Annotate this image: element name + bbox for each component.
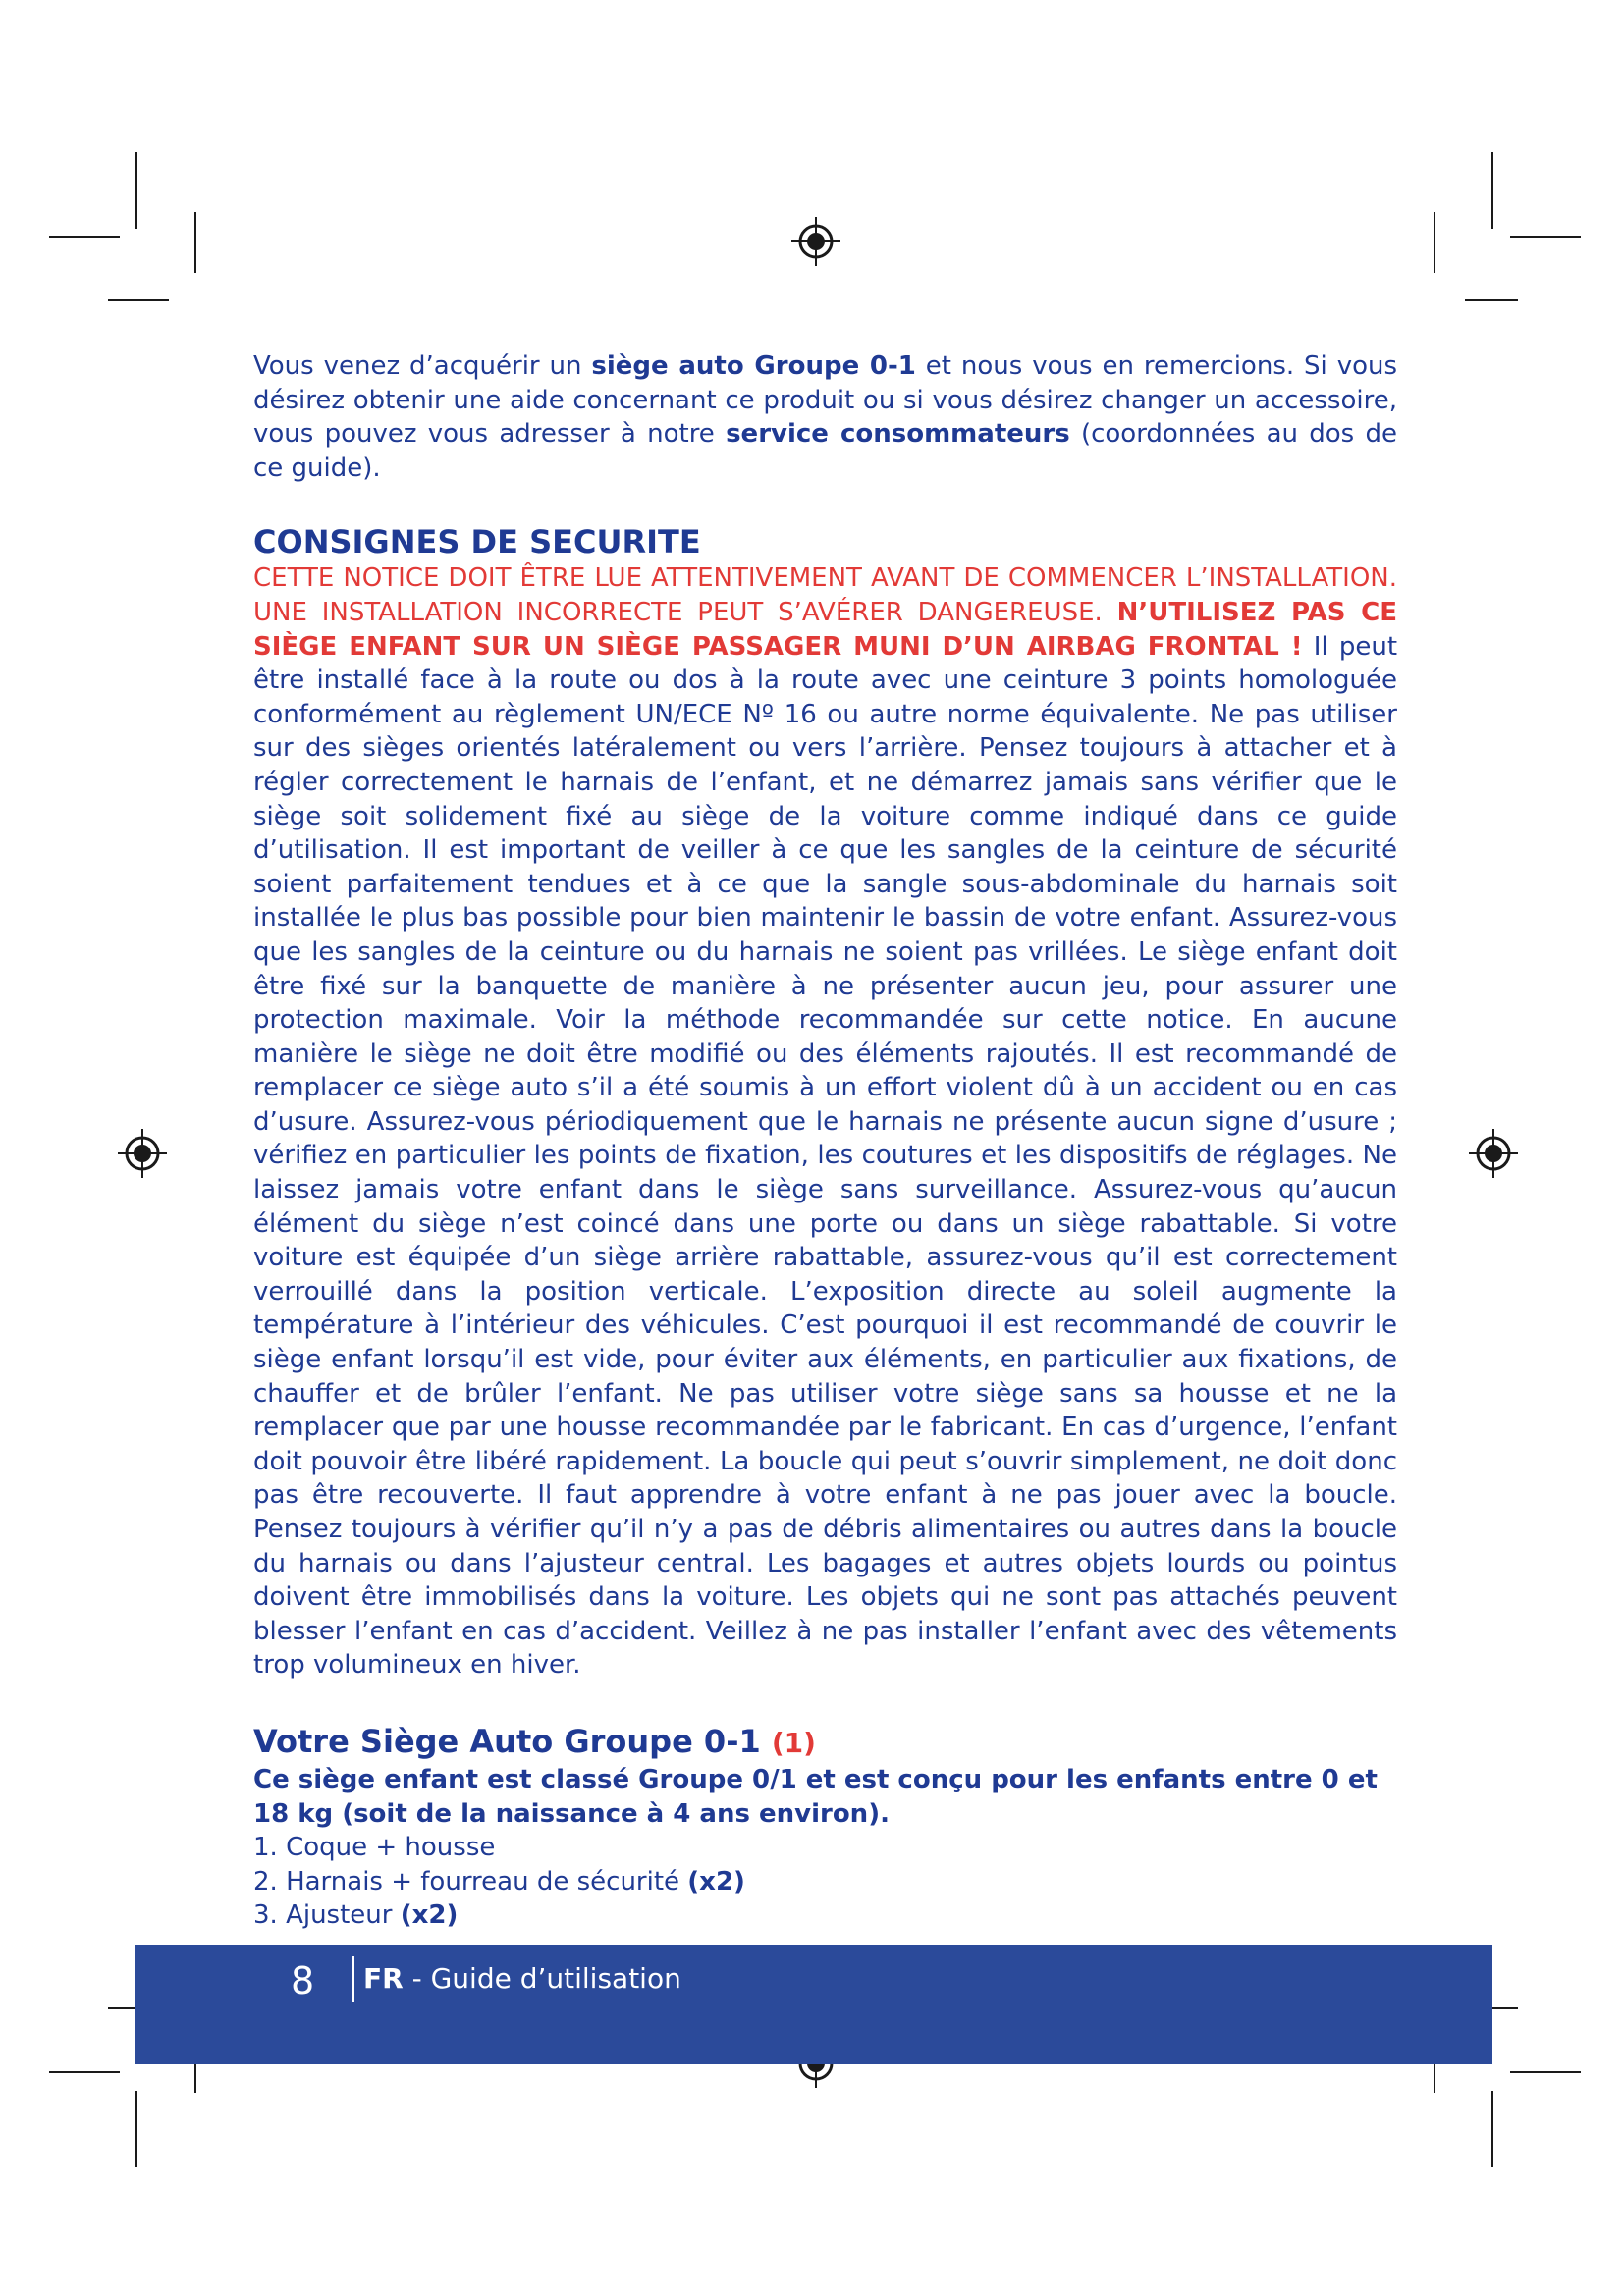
airbag-warning: N’UTILISEZ PAS CE SIÈGE ENFANT SUR UN SIÈGE PASSAGER MUNI D’UN AIRBAG FRONTAL ! <box>253 597 1397 662</box>
safety-heading: CONSIGNES DE SECURITE <box>253 523 701 561</box>
list-item: 1. Coque + housse <box>253 1833 496 1863</box>
page-number: 8 <box>291 1959 315 2002</box>
intro-paragraph: Vous venez d’acquérir un siège auto Groupe 0-1 et nous vous en remercions. Si vous désirez obtenir une aide concernant ce produit ou si vous désirez changer un accessoire, vous pouvez vous adresser à notre service consommateurs (coordonnées au dos de ce guide). <box>253 351 1398 483</box>
service-link-text: service consommateurs <box>726 419 1070 450</box>
safety-body: Il peut être installé face à la route ou dos à la route avec une ceinture 3 points homologuée conformément au règlement UN/ECE Nº 16 ou autre norme équivalente. Ne pas utiliser sur des sièges orientés latéralement ou vers l’arrière. Pensez toujours à attacher et à régler correctement le harnais de l’enfant, et ne démarrez jamais sans vérifier que le siège soit solidement fixé au siège de la voiture comme indiqué dans ce guide d’utilisation. Il est important de veiller à ce que les sangles de la ceinture de sécurité soient parfaitement tendues et à ce que la sangle sous-abdominale du harnais soit installée le plus bas possible pour bien maintenir le bassin de votre enfant. Assurez-vous que les sangles de la ceinture ou du harnais ne soient pas vrillées. Le siège enfant doit être fixé sur la banquette de manière à ne présenter aucun jeu, pour assurer une protection maximale. Voir la méthode recommandée sur cette notice. En aucune manière le siège ne doit être modifié ou des éléments rajoutés. Il est recommandé de remplacer ce siège auto s’il a été soumis à un effort violent dû à un accident ou en cas d’usure. Assurez-vous périodiquement que le harnais ne présente aucun signe d’usure ; vérifiez en particulier les points de fixation, les coutures et les dispositifs de réglages. Ne laissez jamais votre enfant dans le siège sans surveillance. Assurez-vous qu’aucun élément du siège n’est coincé dans une porte ou dans un siège rabattable. Si votre voiture est équipée d’un siège arrière rabattable, assurez-vous qu’il est correctement verrouillé dans la position verticale. L’exposition directe au soleil augmente la température à l’intérieur des véhicules. C’est pourquoi il est recommandé de couvrir le siège enfant lorsqu’il est vide, pour éviter aux éléments, en particulier aux fixations, de chauffer et de brûler l’enfant. Ne pas utiliser votre siège sans sa housse et ne la remplacer que par une housse recommandée par le fabricant. En cas d’urgence, l’enfant doit pouvoir être libéré rapidement. La boucle qui peut s’ouvrir simplement, ne doit donc pas être recouverte. Il faut apprendre à votre enfant à ne pas jouer avec la boucle. Pensez toujours à vérifier qu’il n’y a pas de débris alimentaires ou autres dans la boucle du harnais ou dans l’ajusteur central. Les bagages et autres objets lourds ou pointus doivent être immobilisés dans la voiture. Les objets qui ne sont pas attachés peuvent blesser l’enfant en cas d’accident. Veillez à ne pas installer l’enfant avec des vêtements trop volumineux en hiver. <box>253 631 1398 1681</box>
caps-warning: CETTE NOTICE DOIT ÊTRE LUE ATTENTIVEMENT AVANT DE COMMENCER L’INSTALLATION. UNE INSTALLATION INCORRECTE PEUT S’AVÉRER DANGEREUSE. <box>253 563 1397 627</box>
figure-ref: (1) <box>771 1726 816 1759</box>
seat-lead: Ce siège enfant est classé Groupe 0/1 et est conçu pour les enfants entre 0 et 18 kg (soit de la naissance à 4 ans environ). <box>253 1764 1378 1829</box>
footer-lang: FR <box>363 1962 404 1995</box>
product-name: siège auto Groupe 0-1 <box>591 351 916 381</box>
registration-mark-icon <box>116 1127 169 1180</box>
list-item: 3. Ajusteur (x2) <box>253 1900 459 1931</box>
footer-divider <box>352 1956 354 2002</box>
registration-mark-icon <box>1467 1127 1520 1180</box>
safety-paragraph <box>253 561 1397 1682</box>
footer-title: FR - Guide d’utilisation <box>363 1962 681 1995</box>
page-content <box>253 349 1397 1933</box>
seat-heading: Votre Siège Auto Groupe 0-1 (1) <box>253 1722 816 1760</box>
parts-list <box>253 1831 1397 1933</box>
list-item: 2. Harnais + fourreau de sécurité (x2) <box>253 1866 745 1896</box>
registration-mark-icon <box>789 215 842 268</box>
